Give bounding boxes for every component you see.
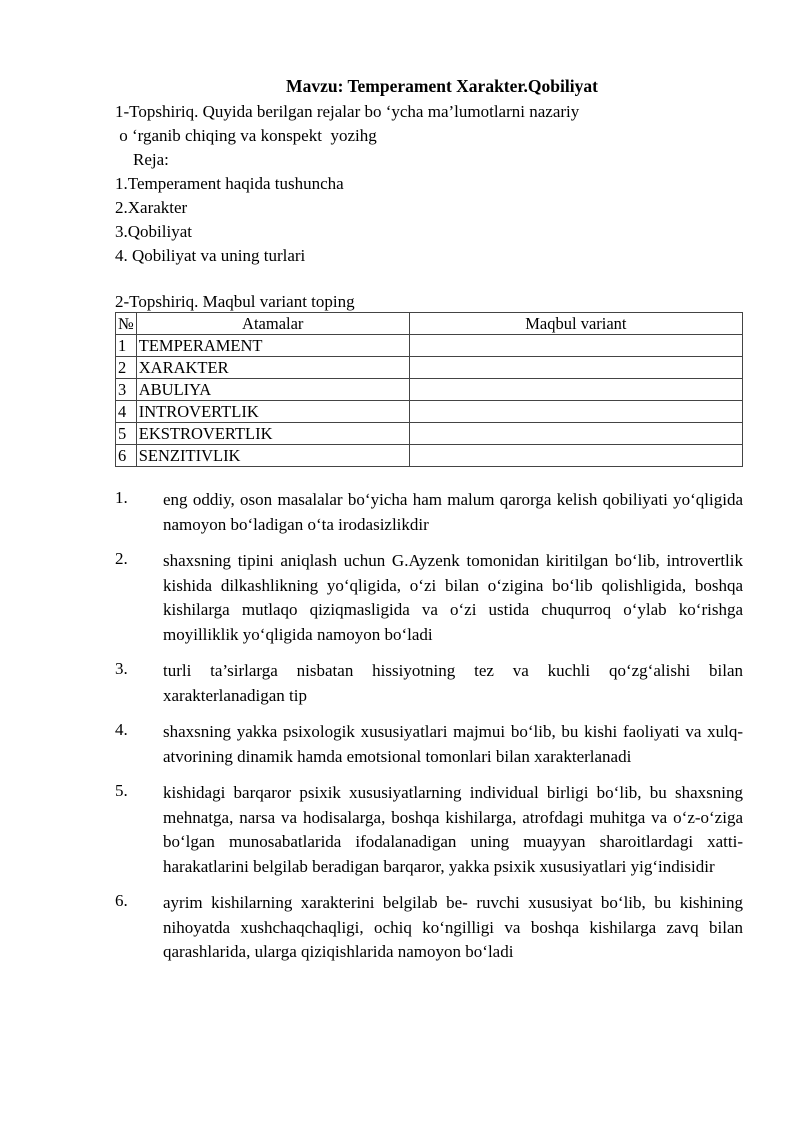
row-term: INTROVERTLIK [136,401,409,423]
table-header-row [116,313,743,335]
item-number: 1. [115,488,128,507]
item-text: ayrim kishilarning xarakterini belgilab be- ruvchi xususiyat bo‘lib, bu kishining nihoyatda xushchaqchaqligi, ochiq ko‘ngilligi va boshqa kishilarga zavq bilan qarashlarida, ularga qiziqishlarida namoyon bo‘ladi [163,893,743,961]
row-answer-cell[interactable] [409,445,742,467]
list-item [115,891,743,965]
plan-item: 3.Qobiliyat [115,222,192,241]
table-row [116,335,743,357]
list-item [115,488,743,537]
table-row [116,357,743,379]
item-text: shaxsning tipini aniqlash uchun G.Ayzenk tomonidan kiritilgan bo‘lib, introvertlik kishida dilkashlikning yo‘qligida, o‘zi bilan o‘zigina bo‘lib qolishligida, boshqa kishilarga mutlaqo qiziqmasligida va o‘zi ustida chuqurroq o‘ylab ko‘rishga moyilliklik yo‘qligida namoyon bo‘ladi [163,551,743,644]
definitions-list [115,488,743,977]
row-answer-cell[interactable] [409,401,742,423]
column-header-answer: Maqbul variant [409,313,742,335]
row-number: 4 [116,401,137,423]
row-number: 2 [116,357,137,379]
list-item [115,720,743,769]
table-row [116,423,743,445]
item-number: 4. [115,720,128,739]
row-answer-cell[interactable] [409,357,742,379]
task2-heading: 2-Topshiriq. Maqbul variant toping [115,292,355,311]
row-answer-cell[interactable] [409,335,742,357]
item-number: 2. [115,549,128,568]
plan-label: Reja: [133,150,169,169]
task1-line1: 1-Topshiriq. Quyida berilgan rejalar bo ‘ycha ma’lumotlarni nazariy [115,102,580,121]
table-row [116,445,743,467]
row-term: TEMPERAMENT [136,335,409,357]
variant-table [115,312,743,467]
item-text: shaxsning yakka psixologik xususiyatlari majmui bo‘lib, bu kishi faoliyati va xulq-atvorining dinamik hamda emotsional tomonlari bilan xarakterlanadi [163,722,743,766]
item-text: kishidagi barqaror psixik xususiyatlarning individual birligi bo‘lib, bu shaxsning mehnatga, narsa va hodisalarga, boshqa kishilarga, atrofdagi muhitga va o‘z-o‘ziga bo‘lgan munosabatlarida ifodalanadigan uning muayyan sharoitlardagi xatti-harakatlarini belgilab beradigan barqaror, yakka psixik xususiyatlari yig‘indisidir [163,783,743,876]
row-number: 6 [116,445,137,467]
list-item [115,781,743,879]
item-text: eng oddiy, oson masalalar bo‘yicha ham malum qarorga kelish qobiliyati yo‘qligida namoyon bo‘ladigan o‘ta irodasizlikdir [163,490,743,534]
row-number: 5 [116,423,137,445]
plan-item: 2.Xarakter [115,198,188,217]
row-number: 1 [116,335,137,357]
item-number: 6. [115,891,128,910]
item-text: turli ta’sirlarga nisbatan hissiyotning tez va kuchli qo‘zg‘alishi bilan xarakterlanadigan tip [163,661,743,705]
item-number: 5. [115,781,128,800]
list-item [115,549,743,647]
row-term: ABULIYA [136,379,409,401]
task1-line2: o ‘rganib chiqing va konspekt yozihg [115,126,377,145]
list-item [115,659,743,708]
row-term: XARAKTER [136,357,409,379]
item-number: 3. [115,659,128,678]
column-header-terms: Atamalar [136,313,409,335]
row-term: EKSTROVERTLIK [136,423,409,445]
row-answer-cell[interactable] [409,379,742,401]
page-title: Mavzu: Temperament Xarakter.Qobiliyat [286,76,598,96]
row-number: 3 [116,379,137,401]
column-header-number: № [116,313,137,335]
row-term: SENZITIVLIK [136,445,409,467]
plan-item: 4. Qobiliyat va uning turlari [115,246,306,265]
row-answer-cell[interactable] [409,423,742,445]
plan-item: 1.Temperament haqida tushuncha [115,174,344,193]
table-row [116,379,743,401]
table-row [116,401,743,423]
